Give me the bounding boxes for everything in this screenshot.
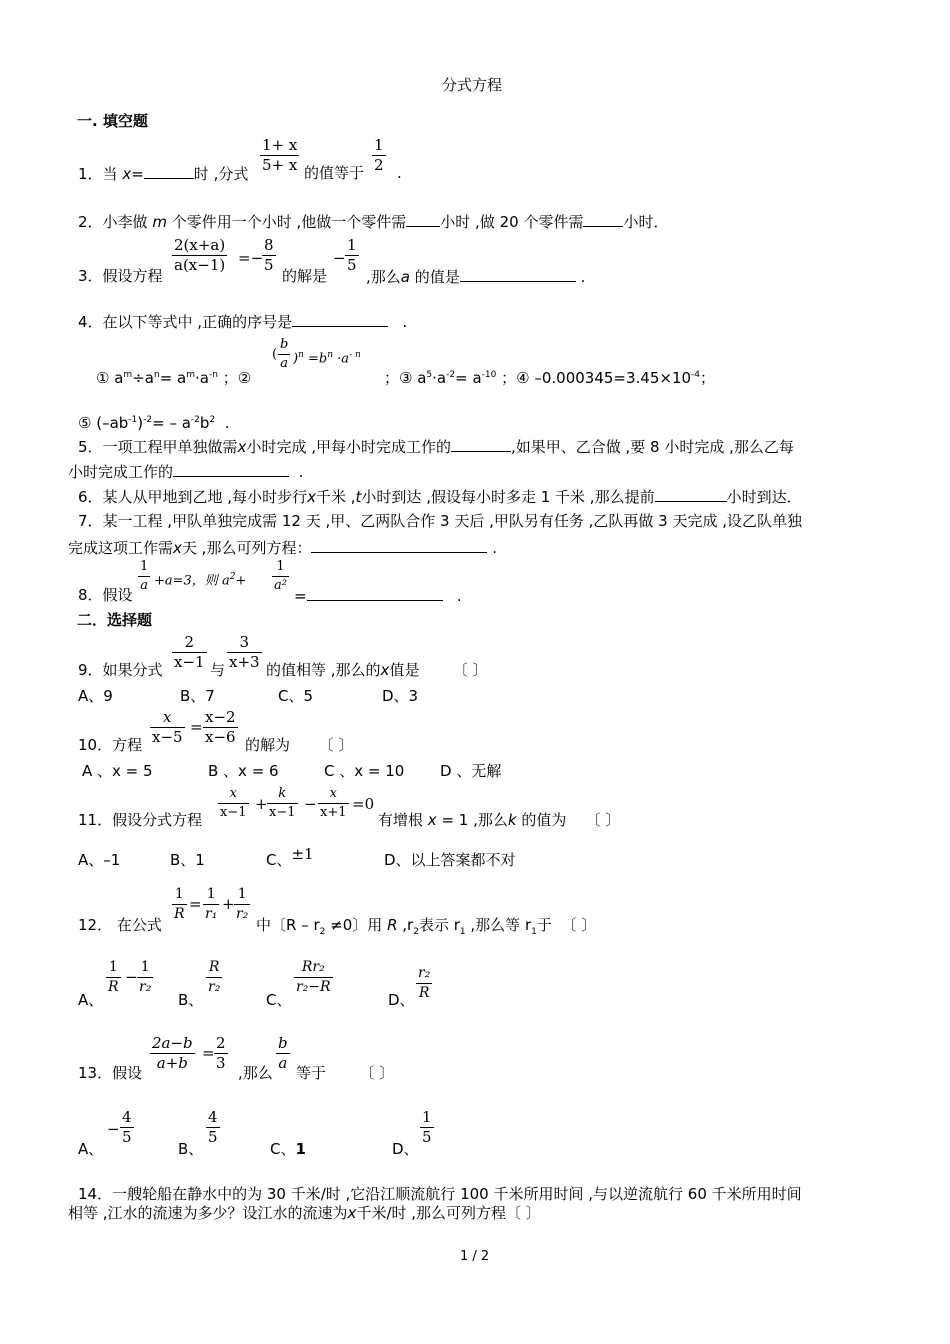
question-7-line-2: 完成这项工作需x天 ,那么可列方程： . [68,539,498,557]
q9-option-d: D、3 [382,687,419,705]
q11-option-d: D、以上答案都不对 [384,851,516,869]
q12-fraction-lhs: 1 R [174,886,185,922]
question-5-line-2: 小时完成工作的 . [68,463,304,481]
page-title: 分式方程 [442,76,503,94]
q12-option-b-frac: R r₂ [208,959,221,995]
section-fill-in-heading: 一. 填空题 [77,112,148,130]
question-1: 1．当 x= 时 ,分式 [78,165,249,183]
question-8-lead: 8．假设 [78,586,133,604]
q8-tail: = . [294,587,462,605]
q12-option-a-minus: − [125,968,138,986]
q12-fraction-2: 1 r₂ [236,886,249,922]
q8-expr: +a=3，则 $a^2+$ [154,572,247,589]
q3-solution-label: 的解是 [282,267,328,285]
q12-option-b-label: B、 [178,991,204,1009]
q4-items-3-4: ；③ $a^5\cdot a^{-2}= a^{-10}$ ；④ $-0.000345=3.45\times 10^{-4}$； [384,369,716,387]
q13-then: ,那么 [238,1064,273,1082]
question-3-lead: 3．假设方程 [78,267,163,285]
question-9-tail: 的值相等 ,那么的x值是 〔 〕 [266,661,488,679]
q13-option-b-frac: 4 5 [208,1108,218,1146]
q13-b-over-a: b a [278,1034,288,1072]
page-number: 1 / 2 [460,1249,490,1264]
question-11-lead: 11．假设分式方程 [78,811,203,829]
q13-option-d-label: D、 [392,1140,419,1158]
q11-option-a: A、–1 [78,851,121,869]
q3-equals: =− [238,249,264,267]
q12-option-d-frac: r₂ R [418,965,431,1001]
q3-solution-fraction: 1 5 [347,236,357,274]
question-10-lead: 10．方程 [78,736,143,754]
q10-fraction-2: x−2 x−6 [205,708,236,746]
q12-option-c-label: C、 [266,991,292,1009]
q10-option-d: D 、无解 [440,762,502,780]
q11-fraction-2: k x−1 [269,786,296,820]
q3-lhs-fraction: 2(x+a) a(x−1) [174,236,226,274]
q12-option-a-label: A、 [78,991,104,1009]
q13-option-a-neg: − [107,1120,120,1138]
q4-item-2-open: ( [272,347,278,362]
q12-option-a-frac-1: 1 R [108,959,119,995]
question-4: 4．在以下等式中 ,正确的序号是 . [78,313,408,331]
q3-neg: − [333,249,346,267]
question-7-line-1: 7．某一工程 ,甲队单独完成需 12 天 ,甲、乙两队合作 3 天后 ,甲队另有任务 ,乙队再做 3 天完成 ,设乙队单独 [78,512,803,530]
section-choice-heading: 二．选择题 [77,611,153,629]
q4-item-5: ⑤ $(-ab^{-1})^{-2}= - a^{-2}b^2$ . [78,414,230,432]
question-1-end: . [397,164,402,182]
q12-equals: = [189,895,202,913]
question-1-tail: 的值等于 [304,164,365,182]
q12-option-c-frac: Rr₂ r₂−R [296,959,331,995]
q9-option-c: C、5 [278,687,314,705]
q11-fraction-3: x x+1 [320,786,347,820]
q10-fraction-1: x x−5 [152,708,183,746]
q10-option-c: C 、x = 10 [324,762,405,780]
question-13-lead: 13．假设 [78,1064,143,1082]
q13-option-d-frac: 1 5 [422,1108,432,1146]
question-2: 2．小李做 m 个零件用一个小时 ,他做一个零件需 小时 ,做 20 个零件需 小时． [78,213,669,231]
question-14-line-2: 相等 ,江水的流速为多少？设江水的流速为x千米/时 ,那么可列方程〔 〕 [68,1204,541,1222]
q1-half-fraction: 1 2 [374,136,384,174]
q4-item-1: ① $a^m\div a^n= a^m\cdot a^{-n}$ ；② [96,369,252,387]
q9-with: 与 [210,661,226,679]
q13-option-a-frac: 4 5 [122,1108,132,1146]
question-9-lead: 9．如果分式 [78,661,163,679]
question-6: 6．某人从甲地到乙地 ,每小时步行x千米 ,t小时到达 ,假设每小时多走 1 千米 ,那么提前 小时到达． [78,488,802,506]
q10-equals: = [190,718,203,736]
question-13-tail: 等于 〔 〕 [296,1064,395,1082]
q11-plus: + [255,795,268,813]
q13-equals: = [202,1044,215,1062]
q13-rhs-fraction: 2 3 [216,1034,226,1072]
question-5-line-1: 5．一项工程甲单独做需x小时完成 ,甲每小时完成工作的 ,如果甲、乙合做 ,要 8 小时完成 ,那么乙每 [78,438,794,456]
q11-minus: − [304,795,317,813]
q13-option-c: C、1 [270,1140,306,1158]
q4-item-2-fraction: b a [280,337,289,371]
question-11-tail: 有增根 x = 1 ,那么k 的值为 〔 〕 [378,811,621,829]
q10-option-b: B 、x = 6 [208,762,279,780]
q11-option-c: C、±1 [266,845,314,869]
question-10-tail: 的解为 〔 〕 [245,736,354,754]
q9-fraction-2: 3 x+3 [229,633,260,671]
question-14-line-1: 14．一艘轮船在静水中的为 30 千米/时 ,它沿江顺流航行 100 千米所用时间 ,与以逆流航行 60 千米所用时间 [78,1185,802,1203]
q4-item-2-expr: )$^n =b^n \cdot a^{- n}$ [293,350,361,367]
q1-fraction: 1+ x 5+ x [262,136,298,174]
q13-option-b-label: B、 [178,1140,204,1158]
q11-fraction-1: x x−1 [220,786,247,820]
question-12-lead: 12． 在公式 [78,916,162,934]
q9-option-b: B、7 [180,687,215,705]
q9-fraction-1: 2 x−1 [174,633,205,671]
q10-option-a: A 、x = 5 [82,762,153,780]
q8-fraction-1: 1 a [140,559,149,593]
q13-lhs-fraction: 2a−b a+b [152,1034,193,1072]
q8-fraction-2: 1 a² [274,559,287,593]
q3-rhs-fraction: 8 5 [264,236,274,274]
q12-plus: + [222,895,235,913]
q9-option-a: A、9 [78,687,113,705]
q11-zero: =0 [352,795,375,813]
q13-option-a-label: A、 [78,1140,104,1158]
question-12-tail: 中〔$R - r_2 \ne 0$〕用 R $,r_2$表示 $r_1$ ,那么等 $r_1$于 〔 〕 [256,916,597,937]
q12-option-a-frac-2: 1 r₂ [139,959,152,995]
q12-fraction-1: 1 r₁ [205,886,218,922]
q11-option-b: B、1 [170,851,205,869]
q12-option-d-label: D、 [388,991,415,1009]
question-3-tail: ,那么a 的值是 . [366,268,586,286]
